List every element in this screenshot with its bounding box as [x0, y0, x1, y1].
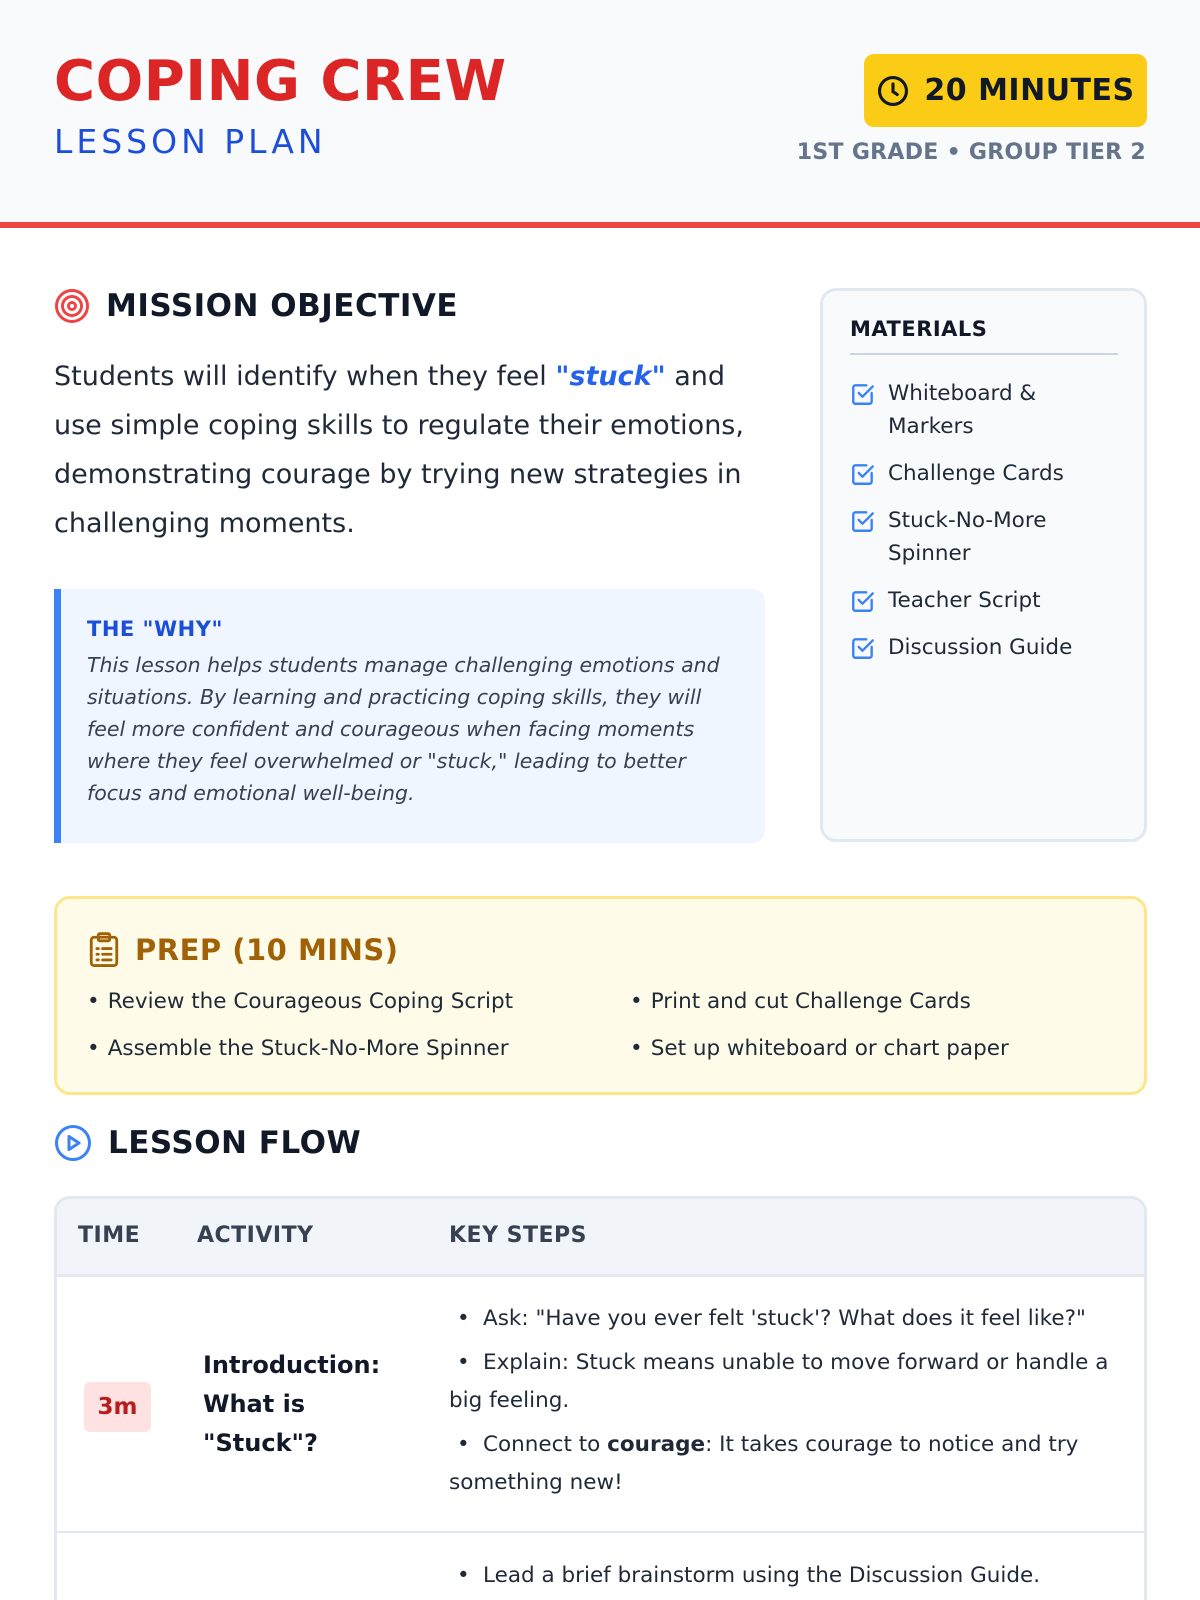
prep-item: • Print and cut Challenge Cards	[630, 987, 971, 1017]
key-step-text: Explain: Stuck means unable to move forward or handle a big feeling.	[449, 1350, 1109, 1413]
prep-heading-label: PREP (10 MINS)	[135, 933, 399, 967]
clock-icon	[876, 74, 910, 108]
page-subtitle: LESSON PLAN	[54, 122, 327, 161]
materials-item-label: Whiteboard & Markers	[888, 381, 1037, 439]
mission-highlight: "stuck"	[555, 361, 666, 392]
play-circle-icon	[54, 1124, 92, 1162]
table-header	[57, 1199, 1144, 1277]
duration-badge	[864, 54, 1147, 127]
key-step: • Ask: "Have you ever felt 'stuck'? What does it feel like?"	[457, 1306, 1086, 1331]
time-badge: 3m	[84, 1382, 151, 1432]
key-step-text: Ask: "Have you ever felt 'stuck'? What does it feel like?"	[483, 1306, 1086, 1331]
mission-text-start: Students will identify when they feel	[54, 361, 556, 392]
key-step: • Connect to courage: It takes courage to notice and try something new!	[449, 1432, 1079, 1495]
table-row	[57, 1280, 1144, 1533]
materials-item	[850, 631, 1118, 664]
materials-item	[850, 457, 1118, 490]
clipboard-icon	[87, 931, 121, 969]
prep-item: • Review the Courageous Coping Script	[87, 987, 513, 1017]
mission-text-end: and use simple coping skills to regulate their emotions, demonstrating courage by trying new strategies in challenging moments.	[54, 361, 744, 539]
key-step-bold: courage	[607, 1432, 706, 1457]
flow-heading-label: LESSON FLOW	[108, 1125, 362, 1161]
materials-item	[850, 504, 1118, 570]
prep-panel	[54, 896, 1147, 1095]
materials-item-label: Stuck-No-More Spinner	[888, 508, 1047, 566]
mission-heading	[54, 288, 458, 324]
prep-item: • Set up whiteboard or chart paper	[630, 1034, 1009, 1064]
materials-item-label: Discussion Guide	[888, 635, 1073, 660]
materials-item	[850, 377, 1118, 443]
materials-item	[850, 584, 1118, 617]
why-title: THE "WHY"	[87, 617, 223, 641]
key-steps-list	[449, 1557, 1109, 1600]
key-step-text: Lead a brief brainstorm using the Discussion Guide.	[483, 1563, 1041, 1588]
grade-info: 1ST GRADE • GROUP TIER 2	[796, 140, 1146, 165]
checkbox-icon	[850, 635, 876, 661]
materials-list	[850, 377, 1118, 664]
materials-title: MATERIALS	[850, 317, 1118, 355]
key-step: • Explain: Stuck means unable to move forward or handle a big feeling.	[449, 1350, 1109, 1413]
checkbox-icon	[850, 381, 876, 407]
lesson-flow-table	[54, 1196, 1147, 1600]
duration-text: 20 MINUTES	[924, 73, 1135, 108]
target-icon	[54, 288, 90, 324]
column-header-key-steps: KEY STEPS	[449, 1223, 588, 1248]
materials-panel	[820, 288, 1147, 842]
page-title: COPING CREW	[54, 49, 507, 114]
key-step: • Lead a brief brainstorm using the Discussion Guide.	[457, 1563, 1041, 1588]
key-step-text: : It takes courage to notice and try something new!	[449, 1432, 1079, 1495]
prep-heading	[87, 931, 399, 969]
materials-item-label: Teacher Script	[888, 588, 1041, 613]
mission-heading-label: MISSION OBJECTIVE	[106, 288, 459, 324]
key-step-text: Connect to	[483, 1432, 608, 1457]
why-text: This lesson helps students manage challenging emotions and situations. By learning and practicing coping skills, they will feel more confident and courageous when facing moments where they feel overwhelmed or "stuck," leading to better focus and emotional well-being.	[87, 653, 720, 805]
mission-text	[54, 352, 764, 548]
key-steps-list	[449, 1300, 1109, 1508]
flow-heading	[54, 1124, 361, 1162]
checkbox-icon	[850, 588, 876, 614]
column-header-time: TIME	[78, 1223, 141, 1248]
activity-name: Introduction: What is "Stuck"?	[203, 1351, 381, 1457]
materials-item-label: Challenge Cards	[888, 461, 1064, 486]
checkbox-icon	[850, 461, 876, 487]
why-callout	[54, 589, 765, 843]
checkbox-icon	[850, 508, 876, 534]
page-header	[0, 0, 1200, 228]
column-header-activity: ACTIVITY	[197, 1223, 314, 1248]
prep-item: • Assemble the Stuck-No-More Spinner	[87, 1034, 509, 1064]
table-row	[57, 1535, 1144, 1600]
